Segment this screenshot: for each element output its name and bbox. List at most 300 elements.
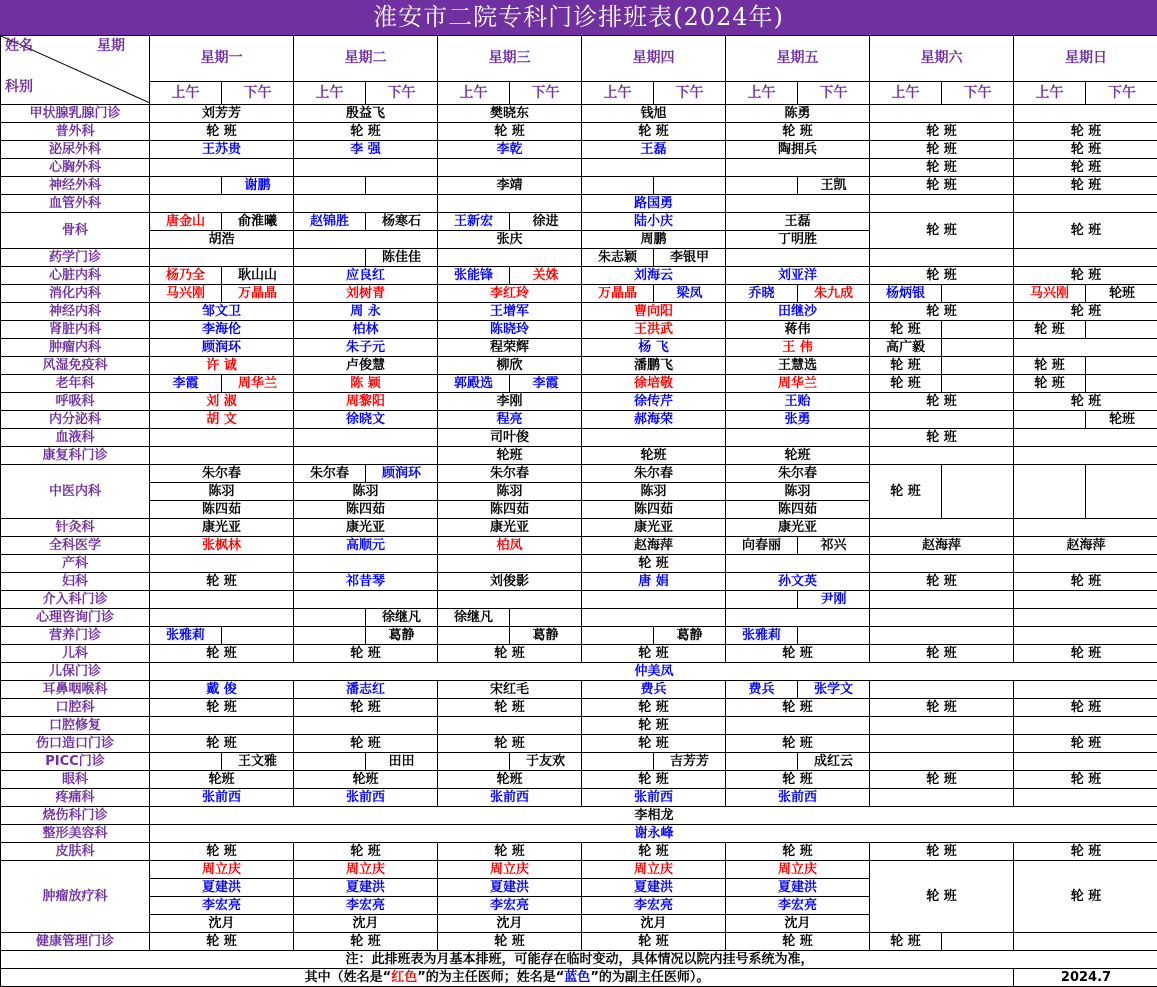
doctor-cell: 刘亚洋 xyxy=(726,267,870,285)
doctor-cell: 李霞 xyxy=(510,375,582,393)
doctor-cell: 葛静 xyxy=(510,627,582,645)
schedule-row xyxy=(1,591,1157,609)
day-header: 星期四 xyxy=(582,36,726,82)
doctor-cell: 轮 班 xyxy=(870,123,1014,141)
doctor-cell: 郝海荣 xyxy=(582,411,726,429)
doctor-cell: 李靖 xyxy=(438,177,582,195)
doctor-cell: 李宏亮 xyxy=(150,897,294,915)
doctor-cell: 轮 班 xyxy=(870,699,1014,717)
doctor-cell: 李宏亮 xyxy=(582,897,726,915)
doctor-cell: 轮班 xyxy=(438,771,582,789)
doctor-cell: 胡浩 xyxy=(150,231,294,249)
doctor-cell: 李宏亮 xyxy=(438,897,582,915)
doctor-cell: 王凯 xyxy=(798,177,870,195)
doctor-cell: 王磊 xyxy=(582,141,726,159)
doctor-cell: 轮 班 xyxy=(582,735,726,753)
doctor-cell: 王贻 xyxy=(726,393,870,411)
am-header: 上午 xyxy=(582,82,654,105)
doctor-cell: 轮班 xyxy=(1086,285,1157,303)
doctor-cell: 轮 班 xyxy=(438,735,582,753)
doctor-cell xyxy=(150,447,294,465)
doctor-cell xyxy=(726,177,798,195)
schedule-row xyxy=(1,645,1157,663)
doctor-cell: 轮 班 xyxy=(1014,357,1086,375)
doctor-cell: 王慧选 xyxy=(726,357,870,375)
doctor-cell xyxy=(1014,411,1086,429)
schedule-row xyxy=(1,141,1157,159)
doctor-cell xyxy=(870,717,1014,735)
doctor-cell xyxy=(1014,249,1157,267)
corner-day-label: 星期 xyxy=(97,38,125,54)
doctor-cell: 轮 班 xyxy=(870,141,1014,159)
doctor-cell xyxy=(294,591,438,609)
doctor-cell: 轮 班 xyxy=(870,933,942,951)
doctor-cell: 仲美凤 xyxy=(150,663,1157,681)
department-name: 神经内科 xyxy=(1,303,150,321)
doctor-cell xyxy=(438,555,582,573)
doctor-cell: 沈月 xyxy=(294,915,438,933)
doctor-cell xyxy=(942,375,1014,393)
doctor-cell xyxy=(870,789,1014,807)
note-row xyxy=(1,969,1157,987)
doctor-cell: 徐继凡 xyxy=(366,609,438,627)
doctor-cell: 殷益飞 xyxy=(294,105,438,123)
department-name: 心胸外科 xyxy=(1,159,150,177)
doctor-cell: 王 伟 xyxy=(726,339,870,357)
doctor-cell: 轮 班 xyxy=(150,123,294,141)
department-name: 心理咨询门诊 xyxy=(1,609,150,627)
department-name: 康复科门诊 xyxy=(1,447,150,465)
schedule-row xyxy=(1,321,1157,339)
doctor-cell: 轮 班 xyxy=(870,645,1014,663)
doctor-cell xyxy=(798,627,870,645)
doctor-cell xyxy=(294,249,366,267)
doctor-cell xyxy=(294,447,438,465)
doctor-cell: 轮 班 xyxy=(726,843,870,861)
doctor-cell xyxy=(870,681,1014,699)
doctor-cell: 轮 班 xyxy=(870,375,942,393)
doctor-cell: 沈月 xyxy=(582,915,726,933)
doctor-cell: 张前西 xyxy=(294,789,438,807)
department-name: 整形美容科 xyxy=(1,825,150,843)
doctor-cell: 周立庆 xyxy=(582,861,726,879)
doctor-cell: 轮 班 xyxy=(1014,267,1157,285)
doctor-cell xyxy=(1014,933,1157,951)
doctor-cell: 杨炳银 xyxy=(870,285,942,303)
day-header: 星期二 xyxy=(294,36,438,82)
pm-header: 下午 xyxy=(1086,82,1157,105)
am-header: 上午 xyxy=(870,82,942,105)
doctor-cell: 轮 班 xyxy=(582,555,726,573)
doctor-cell: 张学文 xyxy=(798,681,870,699)
schedule-row xyxy=(1,429,1157,447)
note-text: 其中（姓名是“ xyxy=(304,970,392,985)
doctor-cell: 朱尔春 xyxy=(294,465,366,483)
doctor-cell xyxy=(942,285,1014,303)
doctor-cell: 陶拥兵 xyxy=(726,141,870,159)
doctor-cell: 顾润环 xyxy=(150,339,294,357)
schedule-row xyxy=(1,663,1157,681)
doctor-cell: 李宏亮 xyxy=(726,897,870,915)
doctor-cell: 轮 班 xyxy=(150,699,294,717)
note-text: ”的为主任医师；姓名是“ xyxy=(417,970,565,985)
department-name: 疼痛科 xyxy=(1,789,150,807)
doctor-cell xyxy=(150,429,294,447)
doctor-cell: 张前西 xyxy=(150,789,294,807)
doctor-cell: 刘树青 xyxy=(294,285,438,303)
note-line-1: 注：此排班表为月基本排班，可能存在临时变动，具体情况以院内挂号系统为准， xyxy=(1,951,1157,969)
doctor-cell: 轮 班 xyxy=(870,393,1014,411)
doctor-cell xyxy=(1014,591,1157,609)
department-name: 耳鼻咽喉科 xyxy=(1,681,150,699)
pm-header: 下午 xyxy=(222,82,294,105)
doctor-cell xyxy=(150,591,294,609)
department-name: 健康管理门诊 xyxy=(1,933,150,951)
doctor-cell xyxy=(1014,789,1157,807)
doctor-cell xyxy=(582,609,726,627)
doctor-cell xyxy=(438,627,510,645)
doctor-cell: 轮 班 xyxy=(582,123,726,141)
doctor-cell: 朱尔春 xyxy=(582,465,726,483)
doctor-cell: 王磊 xyxy=(726,213,870,231)
doctor-cell xyxy=(1014,627,1157,645)
doctor-cell: 柏凤 xyxy=(438,537,582,555)
department-name: 消化内科 xyxy=(1,285,150,303)
doctor-cell: 轮 班 xyxy=(150,645,294,663)
schedule-row xyxy=(1,609,1157,627)
doctor-cell: 赵海萍 xyxy=(582,537,726,555)
doctor-cell: 高广毅 xyxy=(870,339,942,357)
doctor-cell: 轮 班 xyxy=(726,933,870,951)
doctor-cell: 赵海萍 xyxy=(1014,537,1157,555)
doctor-cell: 周 永 xyxy=(294,303,438,321)
doctor-cell: 周立庆 xyxy=(150,861,294,879)
schedule-row xyxy=(1,465,1157,483)
doctor-cell: 蒋伟 xyxy=(726,321,870,339)
doctor-cell: 陈羽 xyxy=(150,483,294,501)
doctor-cell xyxy=(150,753,222,771)
doctor-cell: 夏建洪 xyxy=(150,879,294,897)
doctor-cell: 陈羽 xyxy=(438,483,582,501)
schedule-row xyxy=(1,627,1157,645)
schedule-table xyxy=(0,35,1157,987)
doctor-cell: 朱九成 xyxy=(798,285,870,303)
doctor-cell: 唐金山 xyxy=(150,213,222,231)
department-name: 肿瘤放疗科 xyxy=(1,861,150,933)
doctor-cell: 轮 班 xyxy=(582,717,726,735)
doctor-cell: 朱子元 xyxy=(294,339,438,357)
doctor-cell: 刘海云 xyxy=(582,267,726,285)
schedule-row xyxy=(1,843,1157,861)
day-header: 星期一 xyxy=(150,36,294,82)
doctor-cell: 康光亚 xyxy=(150,519,294,537)
doctor-cell: 轮 班 xyxy=(438,843,582,861)
doctor-cell: 轮 班 xyxy=(870,573,1014,591)
department-name: 肾脏内科 xyxy=(1,321,150,339)
doctor-cell: 于友欢 xyxy=(510,753,582,771)
doctor-cell: 李霞 xyxy=(150,375,222,393)
doctor-cell: 轮 班 xyxy=(438,933,582,951)
doctor-cell: 郭殿选 xyxy=(438,375,510,393)
doctor-cell xyxy=(294,627,366,645)
doctor-cell xyxy=(582,177,654,195)
doctor-cell: 陈四茹 xyxy=(582,501,726,519)
doctor-cell: 夏建洪 xyxy=(726,879,870,897)
doctor-cell xyxy=(294,177,366,195)
doctor-cell: 李乾 xyxy=(438,141,582,159)
doctor-cell: 陈羽 xyxy=(294,483,438,501)
doctor-cell: 关姝 xyxy=(510,267,582,285)
pm-header: 下午 xyxy=(942,82,1014,105)
doctor-cell xyxy=(150,555,294,573)
doctor-cell: 轮 班 xyxy=(294,843,438,861)
doctor-cell: 陈晓玲 xyxy=(438,321,582,339)
page-title: 淮安市二院专科门诊排班表(2024年) xyxy=(0,0,1157,35)
doctor-cell: 吉芳芳 xyxy=(654,753,726,771)
doctor-cell xyxy=(870,735,1014,753)
doctor-cell: 张前西 xyxy=(726,789,870,807)
doctor-cell: 陈四茹 xyxy=(150,501,294,519)
schedule-row xyxy=(1,159,1157,177)
doctor-cell xyxy=(438,159,582,177)
doctor-cell: 许 诚 xyxy=(150,357,294,375)
doctor-cell: 祁昔琴 xyxy=(294,573,438,591)
doctor-cell: 轮 班 xyxy=(726,699,870,717)
doctor-cell: 高顺元 xyxy=(294,537,438,555)
doctor-cell: 张前西 xyxy=(438,789,582,807)
doctor-cell: 李红玲 xyxy=(438,285,582,303)
doctor-cell: 轮 班 xyxy=(150,933,294,951)
day-header: 星期三 xyxy=(438,36,582,82)
doctor-cell xyxy=(870,249,1014,267)
doctor-cell xyxy=(438,249,582,267)
note-line-2 xyxy=(1,969,1014,987)
doctor-cell: 徐培敬 xyxy=(582,375,726,393)
doctor-cell xyxy=(1014,195,1157,213)
doctor-cell: 轮 班 xyxy=(870,771,1014,789)
doctor-cell: 轮 班 xyxy=(1014,141,1157,159)
doctor-cell: 轮班 xyxy=(582,447,726,465)
doctor-cell: 程亮 xyxy=(438,411,582,429)
schedule-row xyxy=(1,105,1157,123)
doctor-cell: 周立庆 xyxy=(294,861,438,879)
schedule-row xyxy=(1,249,1157,267)
doctor-cell: 李海伦 xyxy=(150,321,294,339)
doctor-cell: 赵海萍 xyxy=(870,537,1014,555)
doctor-cell: 顾润环 xyxy=(366,465,438,483)
schedule-row xyxy=(1,861,1157,879)
doctor-cell: 胡 文 xyxy=(150,411,294,429)
doctor-cell: 沈月 xyxy=(726,915,870,933)
doctor-cell xyxy=(1014,717,1157,735)
doctor-cell: 轮 班 xyxy=(1014,771,1157,789)
schedule-row xyxy=(1,555,1157,573)
doctor-cell: 万晶晶 xyxy=(582,285,654,303)
doctor-cell xyxy=(726,717,870,735)
doctor-cell: 周华兰 xyxy=(222,375,294,393)
doctor-cell: 轮 班 xyxy=(870,159,1014,177)
doctor-cell xyxy=(726,591,798,609)
doctor-cell: 曹向阳 xyxy=(582,303,726,321)
doctor-cell: 康光亚 xyxy=(726,519,870,537)
header-days-row xyxy=(1,36,1157,82)
doctor-cell: 轮 班 xyxy=(294,123,438,141)
doctor-cell: 赵锦胜 xyxy=(294,213,366,231)
doctor-cell: 王增军 xyxy=(438,303,582,321)
doctor-cell: 轮 班 xyxy=(1014,321,1086,339)
schedule-row xyxy=(1,213,1157,231)
doctor-cell: 梁凤 xyxy=(654,285,726,303)
department-name: 中医内科 xyxy=(1,465,150,519)
doctor-cell: 张枫林 xyxy=(150,537,294,555)
schedule-row xyxy=(1,699,1157,717)
doctor-cell: 李 强 xyxy=(294,141,438,159)
note-row xyxy=(1,951,1157,969)
doctor-cell xyxy=(438,753,510,771)
doctor-cell: 轮 班 xyxy=(1014,123,1157,141)
department-name: 风湿免疫科 xyxy=(1,357,150,375)
department-name: 烧伤科门诊 xyxy=(1,807,150,825)
doctor-cell xyxy=(582,429,726,447)
schedule-row xyxy=(1,933,1157,951)
doctor-cell: 轮 班 xyxy=(870,861,1014,933)
department-name: 皮肤科 xyxy=(1,843,150,861)
doctor-cell: 马兴刚 xyxy=(1014,285,1086,303)
schedule-row xyxy=(1,807,1157,825)
schedule-row xyxy=(1,393,1157,411)
doctor-cell: 张前西 xyxy=(582,789,726,807)
doctor-cell: 徐传芹 xyxy=(582,393,726,411)
doctor-cell: 轮 班 xyxy=(726,735,870,753)
department-name: 介入科门诊 xyxy=(1,591,150,609)
department-name: 儿保门诊 xyxy=(1,663,150,681)
doctor-cell xyxy=(1014,519,1157,537)
doctor-cell: 田田 xyxy=(366,753,438,771)
department-name: 血液科 xyxy=(1,429,150,447)
doctor-cell: 康光亚 xyxy=(438,519,582,537)
doctor-cell: 徐进 xyxy=(510,213,582,231)
doctor-cell: 夏建洪 xyxy=(294,879,438,897)
doctor-cell xyxy=(870,753,1014,771)
doctor-cell: 张勇 xyxy=(726,411,870,429)
pm-header: 下午 xyxy=(366,82,438,105)
doctor-cell: 邹文卫 xyxy=(150,303,294,321)
doctor-cell: 陈勇 xyxy=(726,105,870,123)
doctor-cell: 周立庆 xyxy=(726,861,870,879)
doctor-cell xyxy=(726,555,870,573)
doctor-cell xyxy=(438,717,582,735)
doctor-cell: 陈四茹 xyxy=(726,501,870,519)
doctor-cell xyxy=(294,609,366,627)
doctor-cell: 乔晓 xyxy=(726,285,798,303)
doctor-cell xyxy=(1014,429,1157,447)
doctor-cell: 轮 班 xyxy=(582,933,726,951)
doctor-cell: 轮 班 xyxy=(726,771,870,789)
doctor-cell: 轮 班 xyxy=(294,645,438,663)
doctor-cell: 轮 班 xyxy=(1014,375,1086,393)
doctor-cell: 轮 班 xyxy=(150,573,294,591)
doctor-cell xyxy=(1014,681,1157,699)
department-name: 产科 xyxy=(1,555,150,573)
doctor-cell: 徐晓文 xyxy=(294,411,438,429)
doctor-cell xyxy=(1086,357,1157,375)
department-name: 营养门诊 xyxy=(1,627,150,645)
schedule-row xyxy=(1,267,1157,285)
pm-header: 下午 xyxy=(654,82,726,105)
day-header: 星期五 xyxy=(726,36,870,82)
doctor-cell: 张雅莉 xyxy=(726,627,798,645)
doctor-cell: 沈月 xyxy=(150,915,294,933)
doctor-cell: 谢鹏 xyxy=(222,177,294,195)
doctor-cell: 轮 班 xyxy=(294,933,438,951)
department-name: 内分泌科 xyxy=(1,411,150,429)
doctor-cell: 轮 班 xyxy=(1014,843,1157,861)
doctor-cell: 轮 班 xyxy=(1014,735,1157,753)
doctor-cell: 康光亚 xyxy=(582,519,726,537)
doctor-cell: 轮 班 xyxy=(150,735,294,753)
doctor-cell: 周立庆 xyxy=(438,861,582,879)
doctor-cell xyxy=(1014,465,1086,519)
am-header: 上午 xyxy=(150,82,222,105)
department-name: 口腔修复 xyxy=(1,717,150,735)
doctor-cell xyxy=(870,591,1014,609)
schedule-row xyxy=(1,195,1157,213)
doctor-cell: 轮 班 xyxy=(1014,177,1157,195)
doctor-cell: 周黎阳 xyxy=(294,393,438,411)
doctor-cell: 潘志红 xyxy=(294,681,438,699)
doctor-cell: 轮 班 xyxy=(870,357,942,375)
header-halfday-row xyxy=(1,82,1157,105)
am-header: 上午 xyxy=(726,82,798,105)
doctor-cell: 杨 飞 xyxy=(582,339,726,357)
department-name: 伤口造口门诊 xyxy=(1,735,150,753)
schedule-row xyxy=(1,771,1157,789)
doctor-cell xyxy=(294,231,438,249)
department-name: 甲状腺乳腺门诊 xyxy=(1,105,150,123)
doctor-cell: 应良红 xyxy=(294,267,438,285)
doctor-cell: 丁明胜 xyxy=(726,231,870,249)
doctor-cell: 轮 班 xyxy=(1014,573,1157,591)
day-header: 星期六 xyxy=(870,36,1014,82)
schedule-row xyxy=(1,537,1157,555)
doctor-cell: 王洪武 xyxy=(582,321,726,339)
doctor-cell xyxy=(1014,105,1157,123)
doctor-cell: 张雅莉 xyxy=(150,627,222,645)
doctor-cell: 轮 班 xyxy=(870,213,1014,249)
header-corner xyxy=(1,36,150,105)
doctor-cell: 轮 班 xyxy=(294,699,438,717)
doctor-cell xyxy=(870,195,1014,213)
doctor-cell xyxy=(942,339,1014,357)
doctor-cell xyxy=(150,159,294,177)
doctor-cell: 钱旭 xyxy=(582,105,726,123)
doctor-cell: 朱尔春 xyxy=(150,465,294,483)
doctor-cell: 轮 班 xyxy=(582,699,726,717)
department-name: 儿科 xyxy=(1,645,150,663)
doctor-cell: 王新宏 xyxy=(438,213,510,231)
schedule-row xyxy=(1,717,1157,735)
doctor-cell: 潘鹏飞 xyxy=(582,357,726,375)
corner-dept-label: 科别 xyxy=(5,79,33,95)
am-header: 上午 xyxy=(438,82,510,105)
doctor-cell xyxy=(654,177,726,195)
doctor-cell: 李宏亮 xyxy=(294,897,438,915)
schedule-row xyxy=(1,123,1157,141)
doctor-cell: 陈羽 xyxy=(726,483,870,501)
doctor-cell: 柳欣 xyxy=(438,357,582,375)
doctor-cell xyxy=(1086,375,1157,393)
doctor-cell xyxy=(222,627,294,645)
